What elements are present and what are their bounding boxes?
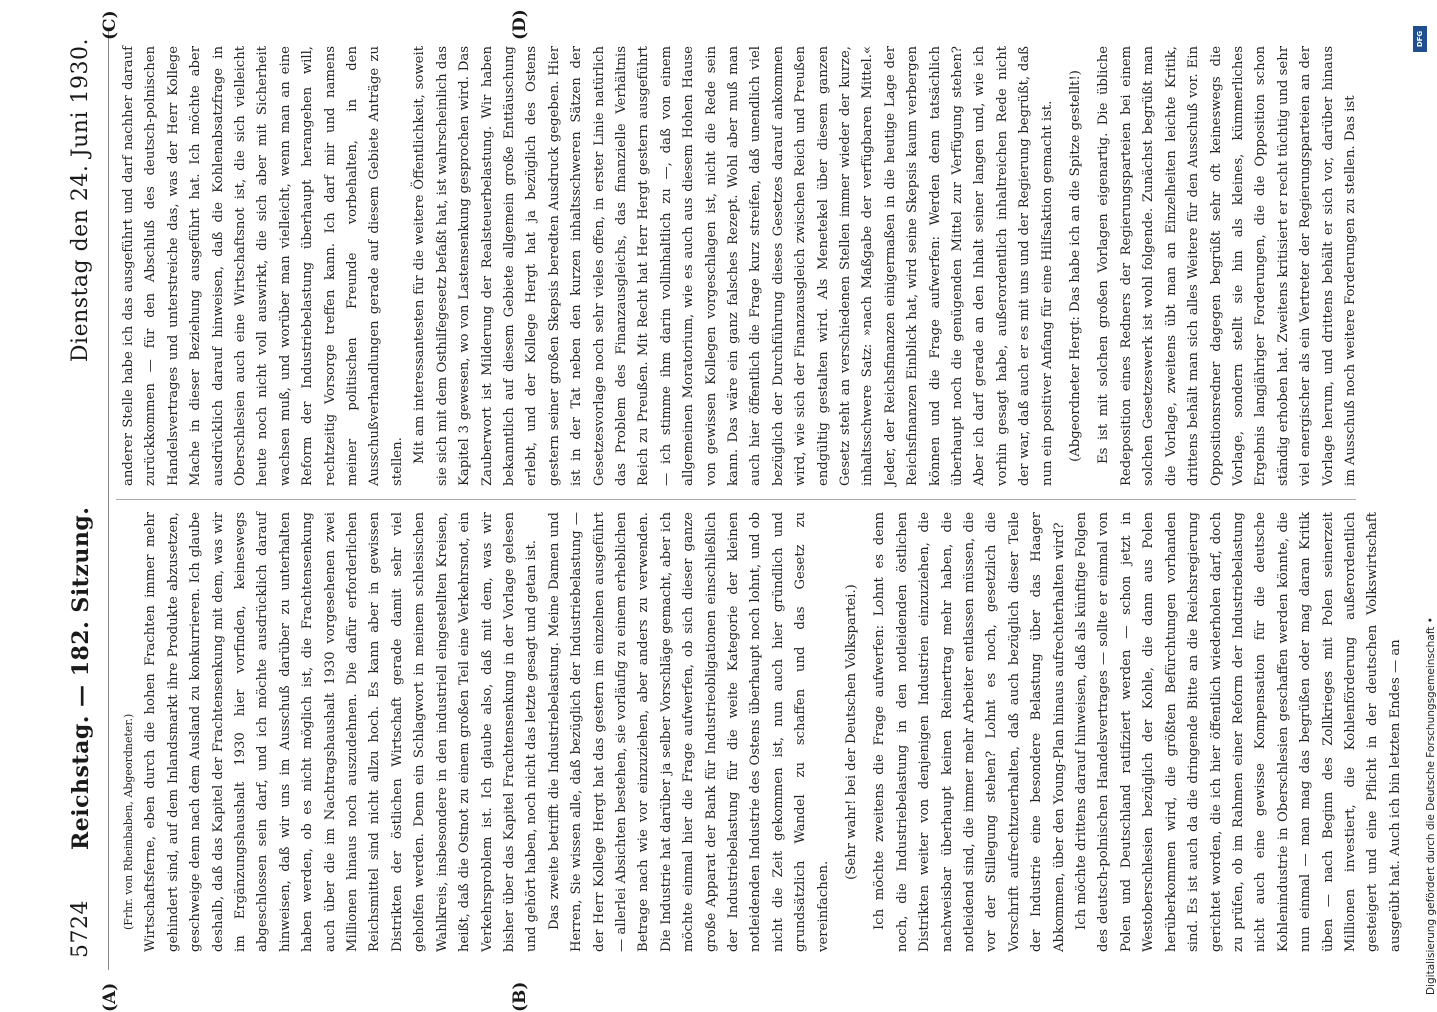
paragraph: Ich möchte drittens darauf hinweisen, daß als künftige Folgen des deutsch-polnischen Handelsvertrages — sollte er einmal von Polen und Deutschland ratifiziert werden — schon jetzt in Westoberschlesien bezüglich der Kohle, die dann aus Polen herüberkommen wird, die größten Befürchtungen vorhanden sind. Es ist auch da die dringende Bitte an die Reichsregierung gerichtet worden, die ich hier öffentlich wiederholen darf, doch zu prüfen, ob im Rahmen einer Reform der Industriebelastung nicht auch eine gewisse Kompensation für die deutsche Kohlenindustrie in Oberschlesien geschaffen werden könnte, die nun einmal — man mag das begrüßen oder mag daran Kritik üben — nach Beginn des Zollkrieges mit Polen seinerzeit Millionen investiert, die Kohlenförderung außerordentlich gesteigert und eine Pflicht in der deutschen Volkswirtschaft ausgeübt hat. Auch ich bin letzten Endes — an xyxy=(1074,512,1403,952)
paragraph: anderer Stelle habe ich das ausgeführt und darf nachher darauf zurückkommen — für den Abschluß des deutsch-polnischen Handelsvertrages und unterstreiche das, was der Herr Kollege Mache in dieser Beziehung ausgeführt hat. Ich möchte aber ausdrücklich darauf hinweisen, daß die Kohlenabsatzfrage in Oberschlesien auch eine Wirtschaftsnot ist, die sich vielleicht heute noch nicht voll auswirkt, die sich aber mit Sicherheit wachsen muß, und worüber man vielleicht, wenn man an eine Reform der Industriebelastung überhaupt herangehen will, rechtzeitig Vorsorge treffen kann. Ich darf mir und namens meiner politischen Freunde vorbehalten, in den Ausschußverhandlungen gerade auf diesem Gebiete Anträge zu stellen. xyxy=(121,46,405,486)
margin-marker-a: (A) xyxy=(100,982,120,1012)
margin-marker-b: (B) xyxy=(510,981,530,1012)
rotated-page xyxy=(60,9,1403,1012)
interjection: (Abgeordneter Hergt: Das habe ich an die Spitze gestellt!) xyxy=(1068,70,1084,462)
column-divider xyxy=(116,499,1356,500)
speaker-label: (Frhr. von Rheinbaben, Abgeordneter.) xyxy=(122,713,135,930)
paragraph: Mit am interessantesten für die weitere Öffentlichkeit, soweit sie sich mit dem Osthilfegesetz befaßt hat, ist wahrscheinlich das Kapitel 3 gewesen, wo von Lastensenkung gesprochen wird. Das Zauberwort ist Milderung der Realsteuerbelastung. Wir haben bekanntlich auf diesem Gebiete allgemein große Enttäuschung erlebt, und der Kollege Hergt hat ja bezüglich des Ostens gestern seiner großen Skepsis beredten Ausdruck gegeben. Hier ist in der Tat neben den kurzen inhaltsschweren Sätzen der Gesetzesvorlage noch sehr vieles offen, in erster Linie natürlich das Problem des Finanzausgleichs, das finanzielle Verhältnis Reich zu Preußen. Mit Recht hat Herr Hergt gestern ausgeführt — ich stimme ihm darin vollinhaltlich zu —, daß von einem allgemeinen Moratorium, wie es auch aus diesem Hohen Hause von gewissen Kollegen vorgeschlagen ist, nicht die Rede sein kann. Das wäre ein ganz falsches Rezept. Wohl aber muß man auch hier öffentlich die Frage kurz streifen, daß unendlich viel bezüglich der Durchführung dieses Gesetzes darauf ankommen wird, wie sich der Finanzausgleich zwischen Reich und Preußen endgültig gestalten wird. Als Menetekel über diesem ganzen Gesetz steht an verschiedenen Stellen immer wieder der kurze, inhaltsschwere Satz: »nach Maßgabe der verfügbaren Mittel.« Jeder, der Reichsfinanzen einigermaßen in die heutige Lage der Reichsfinanzen Einblick hat, wird seine Skepsis kaum verbergen können und die Frage aufwerfen: Werden denn tatsächlich überhaupt noch die genügenden Mittel zur Verfügung stehen? Aber ich darf gerade an den Inhalt seiner langen und, wie ich vorhin gesagt habe, außerordentlich inhaltreichen Rede nicht der war, daß auch er es mit uns und der Regierung begrüßt, daß nun ein positiver Anfang für eine Hilfsaktion gemacht ist. xyxy=(412,46,1055,486)
right-column xyxy=(118,46,1362,486)
margin-marker-c: (C) xyxy=(100,10,120,40)
left-column xyxy=(118,512,1407,952)
paragraph: Ich möchte zweitens die Frage aufwerfen: Lohnt es denn noch, die Industriebelastung in den notleidenden östlichen Distrikten weiter von denjenigen Industrien einzuziehen, die nachweisbar überhaupt keinen Reinertrag mehr haben, die notleidend sind, die immer mehr Arbeiter entlassen müssen, die vor der Stillegung stehen? Lohnt es noch, gesetzlich die Vorschrift aufrechtzuerhalten, daß auch bezüglich dieser Teile der Industrie eine besondere Belastung über das Haager Abkommen, über den Young-Plan hinaus aufrechterhalten wird? xyxy=(872,512,1067,952)
credit-text: Digitalisierung gefördert durch die Deutsche Forschungsgemeinschaft • xyxy=(1425,617,1437,995)
session-date: Dienstag den 24. Juni 1930. xyxy=(68,38,93,363)
digitization-credit xyxy=(1403,20,1437,1000)
paragraph: Das zweite betrifft die Industriebelastung. Meine Damen und Herren, Sie wissen alle, daß bezüglich der Industriebelastung — der Herr Kollege Hergt hat das gestern im einzelnen ausgeführt — allerlei Absichten bestehen, sie vorläufig zu einem erheblichen Betrage nach wie vor einzuziehen, aber anders zu verwenden. Die Industrie hat darüber ja selber Vorschläge gemacht, aber ich möchte einmal hier die Frage aufwerfen, ob sich dieser ganze große Apparat der Bank für Industrieobligationen einschließlich der Industriebelastung für die weite Kategorie der kleinen notleidenden Industrie des Ostens überhaupt noch lohnt, und ob nicht die Zeit gekommen ist, nun auch hier gründlich und grundsätzlich Wandel zu schaffen und das Gesetz zu vereinfachen. xyxy=(546,512,831,952)
page-number: 5724 xyxy=(68,900,93,958)
paragraph: Wirtschaftsferne, eben durch die hohen Frachten immer mehr gehindert sind, auf dem Inlandsmarkt ihre Produkte abzusetzen, geschweige denn nach dem Ausland zu konkurrieren. Ich glaube deshalb, daß das Kapitel der Frachtensenkung mit dem, was wir im Ergänzungshaushalt 1930 hier vorfinden, keineswegs abgeschlossen sein darf, und ich möchte ausdrücklich darauf hinweisen, daß wir uns im Ausschuß darüber zu unterhalten haben werden, ob es nicht möglich ist, die Frachtensenkung auch über die im Nachtragshaushalt 1930 vorgesehenen zwei Millionen hinaus noch auszudehnen. Die dafür erforderlichen Reichsmittel sind nicht allzu hoch. Es kann aber in gewissen Distrikten der östlichen Wirtschaft gerade damit sehr viel geholfen werden. Denn ein Schlagwort in meinem schlesischen Wahlkreis, insbesondere in den industriell eingestellten Kreisen, heißt, daß die Ostnot zu einem großen Teil eine Verkehrsnot, ein Verkehrsproblem ist. Ich glaube also, daß mit dem, was wir bisher über das Kapitel Frachtensenkung in der Vorlage gelesen und gehört haben, noch nicht das letzte gesagt und getan ist. xyxy=(143,512,540,952)
page-header xyxy=(60,30,108,970)
dfg-logo: DFG xyxy=(1413,26,1427,52)
margin-marker-d: (D) xyxy=(510,9,530,40)
session-title: Reichstag. — 182. Sitzung. xyxy=(68,506,94,850)
interjection: (Sehr wahr! bei der Deutschen Volkspartei.) xyxy=(844,584,859,880)
header-rule xyxy=(108,30,109,970)
paragraph: Es ist mit solchen großen Vorlagen eigenartig. Die übliche Redeposition eines Redners der Regierungsparteien bei einem solchen Gesetzeswerk ist wohl folgende. Zunächst begrüßt man die Vorlage, zweitens übt man an Einzelheiten leichte Kritik, drittens behält man sich alles Weitere für den Ausschuß vor. Ein Oppositionsredner dagegen begrüßt sehr oft keineswegs die Vorlage, sondern stellt sie hin als kleines, kümmerliches Ergebnis langjähriger Forderungen, die die Opposition schon ständig erhoben hat. Zweitens kritisiert er recht tüchtig und sehr viel energischer als ein Vertreter der Regierungsparteien an der Vorlage herum, und drittens behält er sich vor, darüber hinaus im Ausschuß noch weitere Forderungen zu stellen. Das ist xyxy=(1096,46,1358,486)
